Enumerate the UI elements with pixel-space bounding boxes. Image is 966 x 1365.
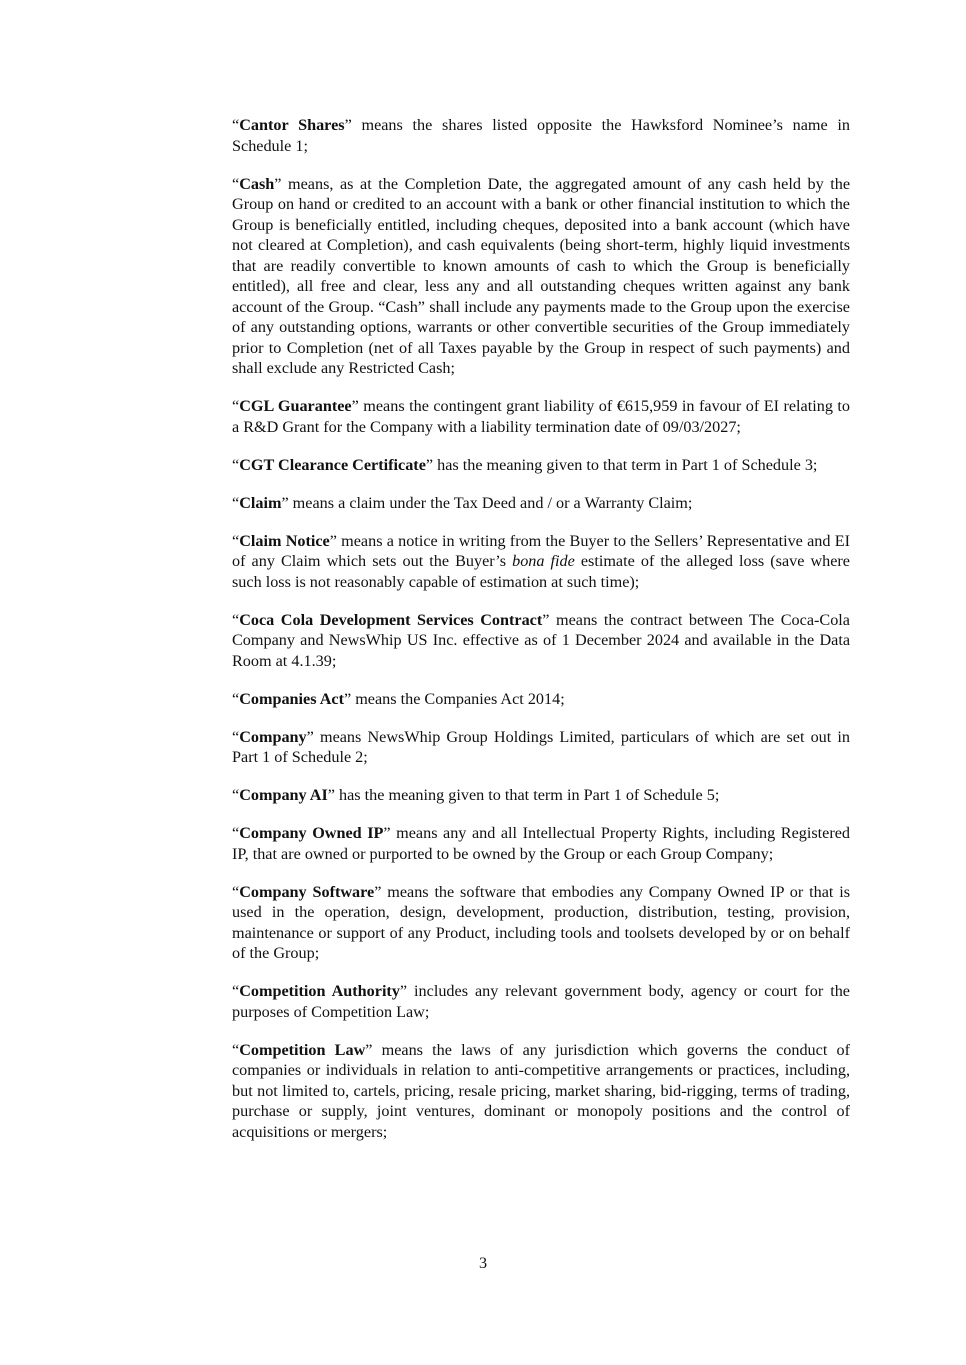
definition-term: Competition Authority [239,982,400,1000]
definition-text: ” means the contract between The Coca-Cola Company and NewsWhip US Inc. effective as of 1 December 2024 and available in the Data Room at 4.1.39; [232,610,850,670]
definition-claim: “Claim” means a claim under the Tax Deed and / or a Warranty Claim; [232,493,693,512]
definition-competition-law: “Competition Law” means the laws of any jurisdiction which governs the conduct of companies or individuals in relation to anti-competitive arrangements or practices, including, but not limited to, cartels, pricing, resale pricing, market sharing, bid-rigging, terms of trading, purchase or supply, joint ventures, dominant or monopoly positions and the control of acquisitions or mergers; [232,1040,850,1141]
definition-text: ” means the laws of any jurisdiction which governs the conduct of companies or individuals in relation to anti-competitive arrangements or practices, including, but not limited to, cartels, pricing, resale pricing, market sharing, bid-rigging, terms of trading, purchase or supply, joint ventures, dominant or monopoly positions and the control of acquisitions or mergers; [232,1040,850,1141]
definition-italic-text: bona fide [512,552,575,570]
definition-company-software: “Company Software” means the software that embodies any Company Owned IP or that is used in the operation, design, development, production, distribution, testing, provision, maintenance or support of any Product, including tools and toolsets developed by or on behalf of the Group; [232,882,851,962]
document-page [232,115,850,1160]
definition-companies-act: “Companies Act” means the Companies Act 2014; [232,689,565,708]
definition-text: ” has the meaning given to that term in Part 1 of Schedule 5; [327,786,720,804]
definition-term: Competition Law [239,1040,366,1059]
definition-coca-cola-contract: “Coca Cola Development Services Contract” means the contract between The Coca-Cola Company and NewsWhip US Inc. effective as of 1 December 2024 and available in the Data Room at 4.1.39; [232,610,850,670]
definition-company-owned-ip: “Company Owned IP” means any and all Intellectual Property Rights, including Registered IP, that are owned or purported to be owned by the Group or each Group Company; [232,824,850,863]
definition-term: Companies Act [239,689,344,708]
definition-text: ” means a claim under the Tax Deed and / or a Warranty Claim; [281,493,693,512]
definition-text: ” includes any relevant government body, agency or court for the purposes of Competition Law; [232,982,850,1021]
definition-term: Company Owned IP [239,824,384,842]
definition-term: Company AI [239,786,328,804]
definition-cgt-clearance-certificate: “CGT Clearance Certificate” has the meaning given to that term in Part 1 of Schedule 3; [232,455,818,474]
definition-term: Coca Cola Development Services Contract [239,610,543,629]
definition-cgl-guarantee: “CGL Guarantee” means the contingent grant liability of €615,959 in favour of EI relating to a R&D Grant for the Company with a liability termination date of 09/03/2027; [232,397,850,436]
definition-text: ” means the software that embodies any Company Owned IP or that is used in the operation, design, development, production, distribution, testing, provision, maintenance or support of any Product, including tools and toolsets developed by or on behalf of the Group; [232,882,851,962]
definition-term: CGL Guarantee [239,397,352,415]
definition-text: ” means the shares listed opposite the Hawksford Nominee’s name in Schedule 1; [232,116,850,155]
definition-cantor-shares: “Cantor Shares” means the shares listed opposite the Hawksford Nominee’s name in Schedule 1; [232,116,850,155]
definition-text: estimate of the alleged loss (save where such loss is not reasonably capable of estimation at such time); [232,552,850,591]
page-number: 3 [478,1254,488,1272]
definition-claim-notice: “Claim Notice” means a notice in writing from the Buyer to the Sellers’ Representative and EI of any Claim which sets out the Buyer’s bona fide estimate of the alleged loss (save where such loss is not reasonably capable of estimation at such time); [232,531,850,591]
definition-term: Company Software [239,882,375,901]
definition-text: ” means the Companies Act 2014; [343,689,565,708]
definition-term: CGT Clearance Certificate [239,455,426,474]
definition-term: Claim Notice [239,531,330,550]
definition-term: Claim [239,493,282,512]
definition-text: ” means a notice in writing from the Buyer to the Sellers’ Representative and EI of any Claim which sets out the Buyer’s [232,531,850,570]
definition-text: ” means the contingent grant liability of €615,959 in favour of EI relating to a R&D Grant for the Company with a liability termination date of 09/03/2027; [232,397,850,436]
definition-term: Company [239,727,307,746]
definition-term: Cash [239,174,275,193]
definition-term: Cantor Shares [239,116,345,134]
definition-text: ” has the meaning given to that term in Part 1 of Schedule 3; [425,455,818,474]
definition-company-ai: “Company AI” has the meaning given to that term in Part 1 of Schedule 5; [232,786,720,804]
definition-cash: “Cash” means, as at the Completion Date, the aggregated amount of any cash held by the Group on hand or credited to an account with a bank or other financial institution to which the Group is beneficially entitled, including cheques, deposited into a bank account (which have not cleared at Completion), and cash equivalents (being short-term, highly liquid investments that are readily convertible to known amounts of cash to which the Group is beneficially entitled), all free and clear, less any and all outstanding cheques written against any bank account of the Group. “Cash” shall include any payments made to the Group upon the exercise of any outstanding options, warrants or other convertible securities of the Group immediately prior to Completion (net of all Taxes payable by the Group in respect of such payments) and shall exclude any Restricted Cash; [232,174,850,377]
definition-text: ” means, as at the Completion Date, the aggregated amount of any cash held by the Group on hand or credited to an account with a bank or other financial institution to which the Group is beneficially entitled, including cheques, deposited into a bank account (which have not cleared at Completion), and cash equivalents (being short-term, highly liquid investments that are readily convertible to known amounts of cash to which the Group is beneficially entitled), all free and clear, less any and all outstanding cheques written against any bank account of the Group. “Cash” shall include any payments made to the Group upon the exercise of any outstanding options, warrants or other convertible securities of the Group immediately prior to Completion (net of all Taxes payable by the Group in respect of such payments) and shall exclude any Restricted Cash; [232,174,850,377]
definition-text: ” means NewsWhip Group Holdings Limited, particulars of which are set out in Part 1 of Schedule 2; [232,727,850,766]
definition-text: ” means any and all Intellectual Property Rights, including Registered IP, that are owned or purported to be owned by the Group or each Group Company; [232,824,850,863]
definition-competition-authority: “Competition Authority” includes any relevant government body, agency or court for the purposes of Competition Law; [232,982,850,1021]
definition-company: “Company” means NewsWhip Group Holdings Limited, particulars of which are set out in Part 1 of Schedule 2; [232,727,850,766]
